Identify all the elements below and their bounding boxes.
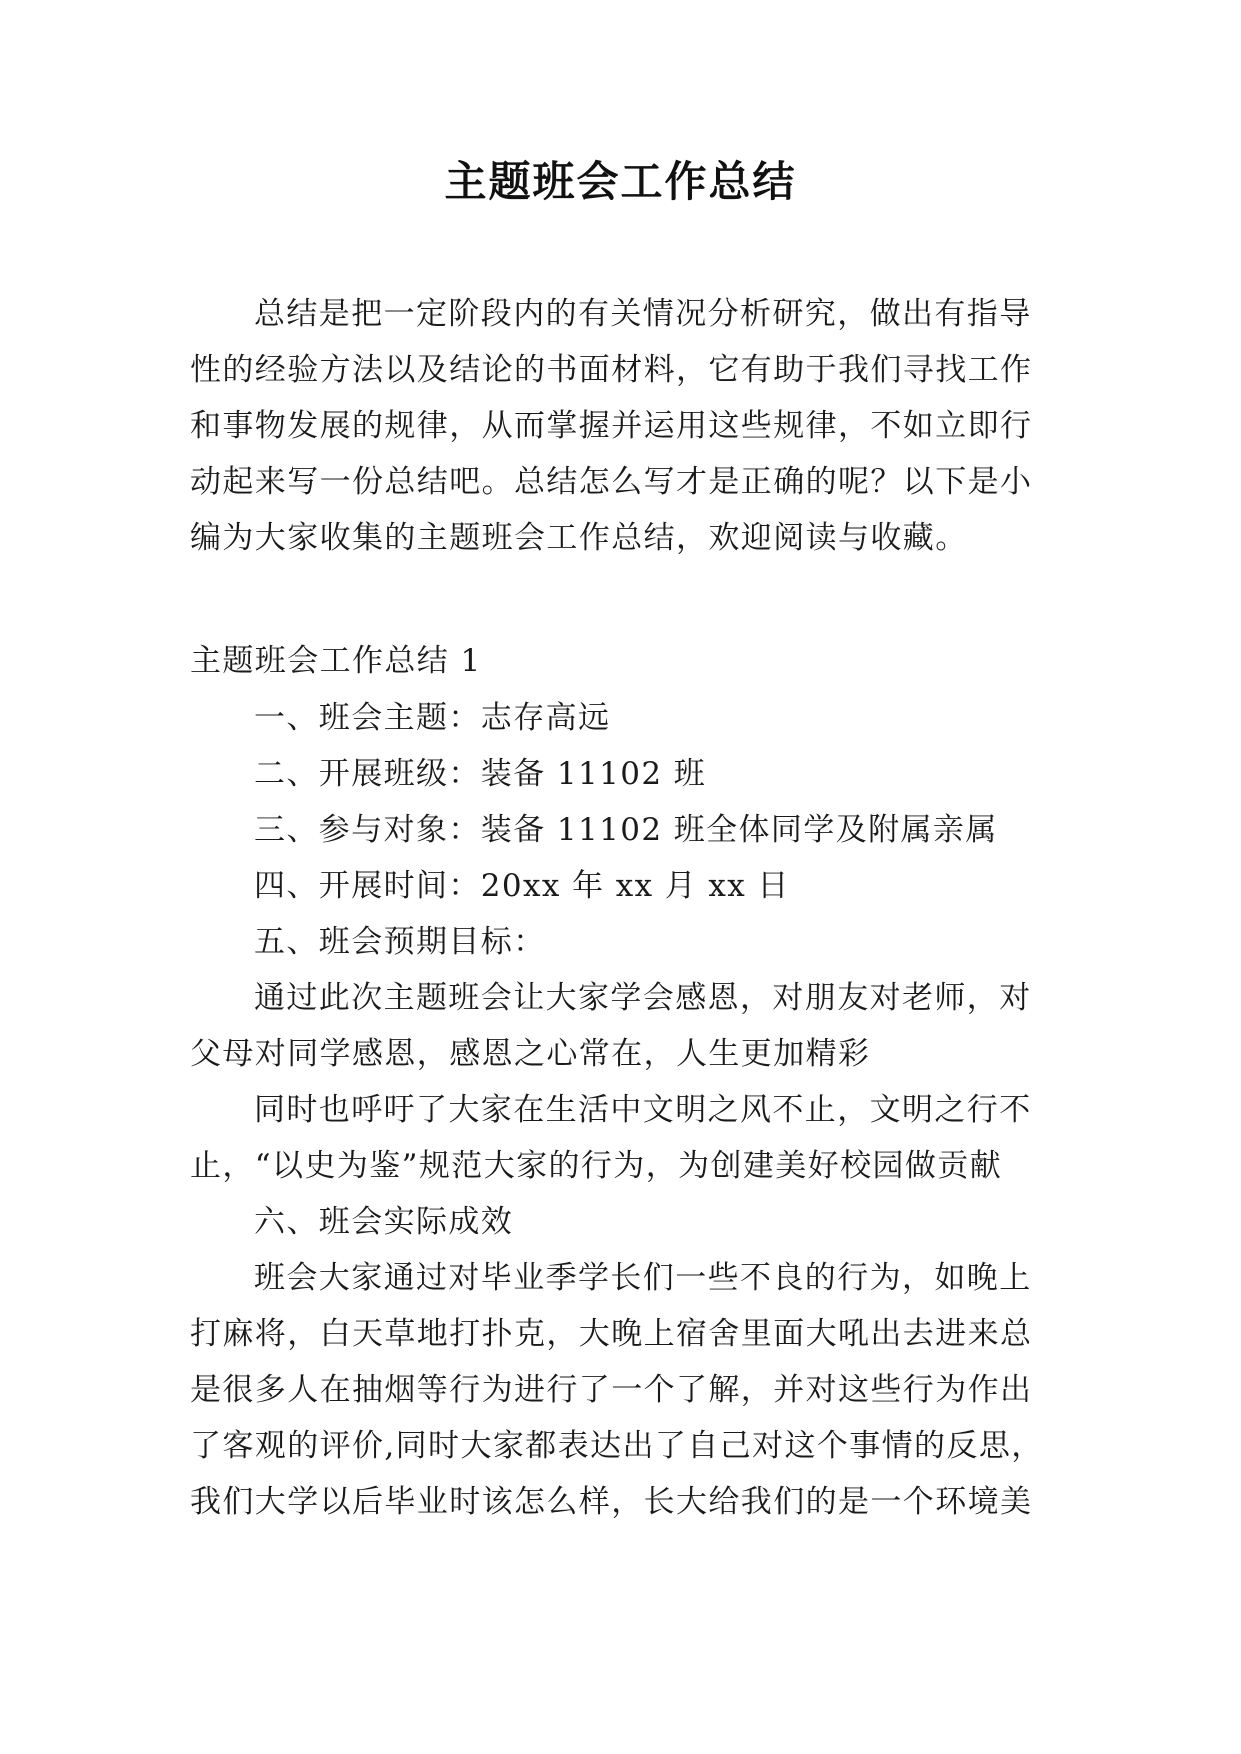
list-item: 五、班会预期目标： [254,924,546,960]
intro-line: 编为大家收集的主题班会工作总结，欢迎阅读与收藏。 [190,520,968,556]
page-title: 主题班会工作总结 [444,157,797,206]
list-item: 六、班会实际成效 [254,1204,514,1240]
effect-line: 了客观的评价,同时大家都表达出了自己对这个事情的反思， [190,1428,1044,1464]
goal-line: 父母对同学感恩，感恩之心常在，人生更加精彩 [190,1036,871,1072]
list-item: 三、参与对象：装备 11102 班全体同学及附属亲属 [254,812,998,848]
intro-line: 和事物发展的规律，从而掌握并运用这些规律，不如立即行 [190,408,1033,444]
goal-line: 止，“以史为鉴”规范大家的行为，为创建美好校园做贡献 [190,1148,1003,1184]
goal-line: 通过此次主题班会让大家学会感恩，对朋友对老师，对 [254,980,1032,1016]
goal-line: 同时也呼吁了大家在生活中文明之风不止，文明之行不 [254,1092,1032,1128]
effect-line: 打麻将，白天草地打扑克，大晚上宿舍里面大吼出去进来总 [190,1316,1033,1352]
intro-line: 动起来写一份总结吧。总结怎么写才是正确的呢？以下是小 [190,464,1033,500]
intro-line: 性的经验方法以及结论的书面材料，它有助于我们寻找工作 [190,352,1033,388]
intro-line: 总结是把一定阶段内的有关情况分析研究，做出有指导 [254,296,1032,332]
list-item: 一、班会主题：志存高远 [254,700,611,736]
effect-line: 我们大学以后毕业时该怎么样，长大给我们的是一个环境美 [190,1484,1033,1520]
section-heading: 主题班会工作总结 1 [190,643,482,679]
list-item: 四、开展时间：20xx 年 xx 月 xx 日 [254,868,790,904]
effect-line: 是很多人在抽烟等行为进行了一个了解，并对这些行为作出 [190,1372,1033,1408]
effect-line: 班会大家通过对毕业季学长们一些不良的行为，如晚上 [254,1260,1032,1296]
list-item: 二、开展班级：装备 11102 班 [254,756,707,792]
